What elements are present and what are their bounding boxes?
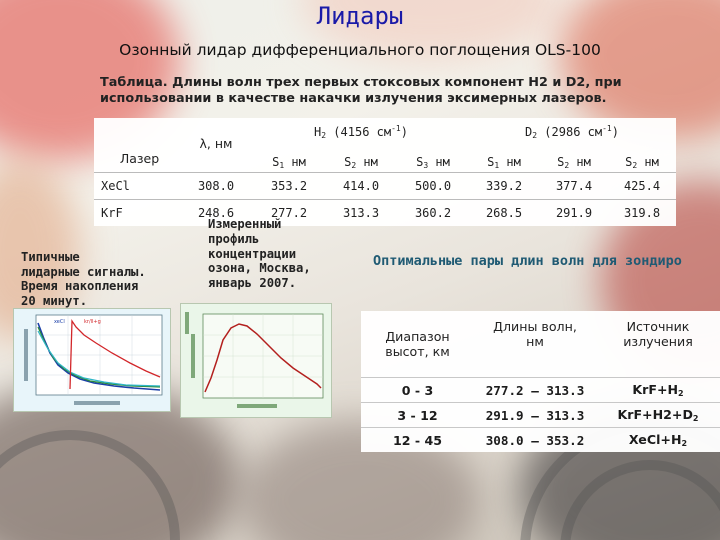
stokes-header: $S_2$ нм [625,154,659,170]
cell-value: 500.0 [398,173,468,200]
svg-text:kr/ll+g: kr/ll+g [84,319,101,325]
cell-waves: 308.0 – 353.2 [474,428,596,453]
cell-waves: 291.9 – 313.3 [474,403,596,428]
slide-subtitle: Озонный лидар дифференциального поглощения OLS-100 [119,41,601,59]
col-header-source: Источник излучения [623,319,693,349]
stokes-header: $S_2$ нм [557,154,591,170]
optimal-pairs-heading: Оптимальные пары длин волн для зондиро [373,253,682,269]
ozone-profile-plot [180,303,332,418]
col-header-altitude: Диапазон высот, км [385,329,450,359]
stokes-header: $S_1$ нм [487,154,521,170]
cell-source: $KrF+H2+D_2$ [596,403,720,428]
group-header-h2: $H_2$ (4156 $см^{-1}$) [314,124,408,140]
stokes-header: $S_3$ нм [416,154,450,170]
cell-value: 291.9 [540,200,608,227]
lidar-signals-plot [13,308,171,412]
cell-source: $KrF+H_2$ [596,378,720,403]
col-header-wavelengths: Длины волн, нм [493,319,577,349]
cell-value: 268.5 [468,200,540,227]
cell-range: 3 - 12 [361,403,474,428]
stokes-header: $S_1$ нм [272,154,306,170]
stokes-header: $S_2$ нм [344,154,378,170]
group-header-d2: $D_2$ (2986 $см^{-1}$) [525,124,619,140]
cell-value: 339.2 [468,173,540,200]
cell-value: 353.2 [254,173,324,200]
cell-value: 425.4 [608,173,676,200]
ozone-profile-caption: Измеренный профиль концентрации озона, Москва, январь 2007. [208,217,311,291]
ozone-profile-graphic [181,304,331,417]
cell-laser: KrF [94,200,178,227]
lidar-signals-graphic [14,309,170,411]
table-row [361,428,720,453]
cell-value: 277.2 [254,200,324,227]
cell-value: 313.3 [324,200,398,227]
cell-waves: 277.2 – 313.3 [474,378,596,403]
page-title: Лидары [316,2,404,30]
stokes-wavelength-table [94,118,676,226]
table-row [361,403,720,428]
cell-laser: XeCl [94,173,178,200]
table-row [94,173,676,200]
svg-text:xeCl: xeCl [54,319,65,325]
cell-value: 319.8 [608,200,676,227]
table-row [361,378,720,403]
cell-value: 377.4 [540,173,608,200]
cell-range: 0 - 3 [361,378,474,403]
optimal-pairs-table [361,311,720,452]
cell-range: 12 - 45 [361,428,474,453]
cell-value: 414.0 [324,173,398,200]
cell-lambda: 308.0 [178,173,254,200]
col-header-lambda: λ, нм [199,136,233,151]
table-row [94,200,676,227]
cell-lambda: 248.6 [178,200,254,227]
cell-value: 360.2 [398,200,468,227]
table-caption: Таблица. Длины волн трех первых стоксовых компонент Н2 и D2, при использовании в качестве накачки излучения эксимерных лазеров. [100,75,622,106]
col-header-laser: Лазер [119,151,160,166]
lidar-signals-caption: Типичные лидарные сигналы. Время накопления 20 минут. [21,250,146,308]
cell-source: $XeCl+H_2$ [596,428,720,453]
